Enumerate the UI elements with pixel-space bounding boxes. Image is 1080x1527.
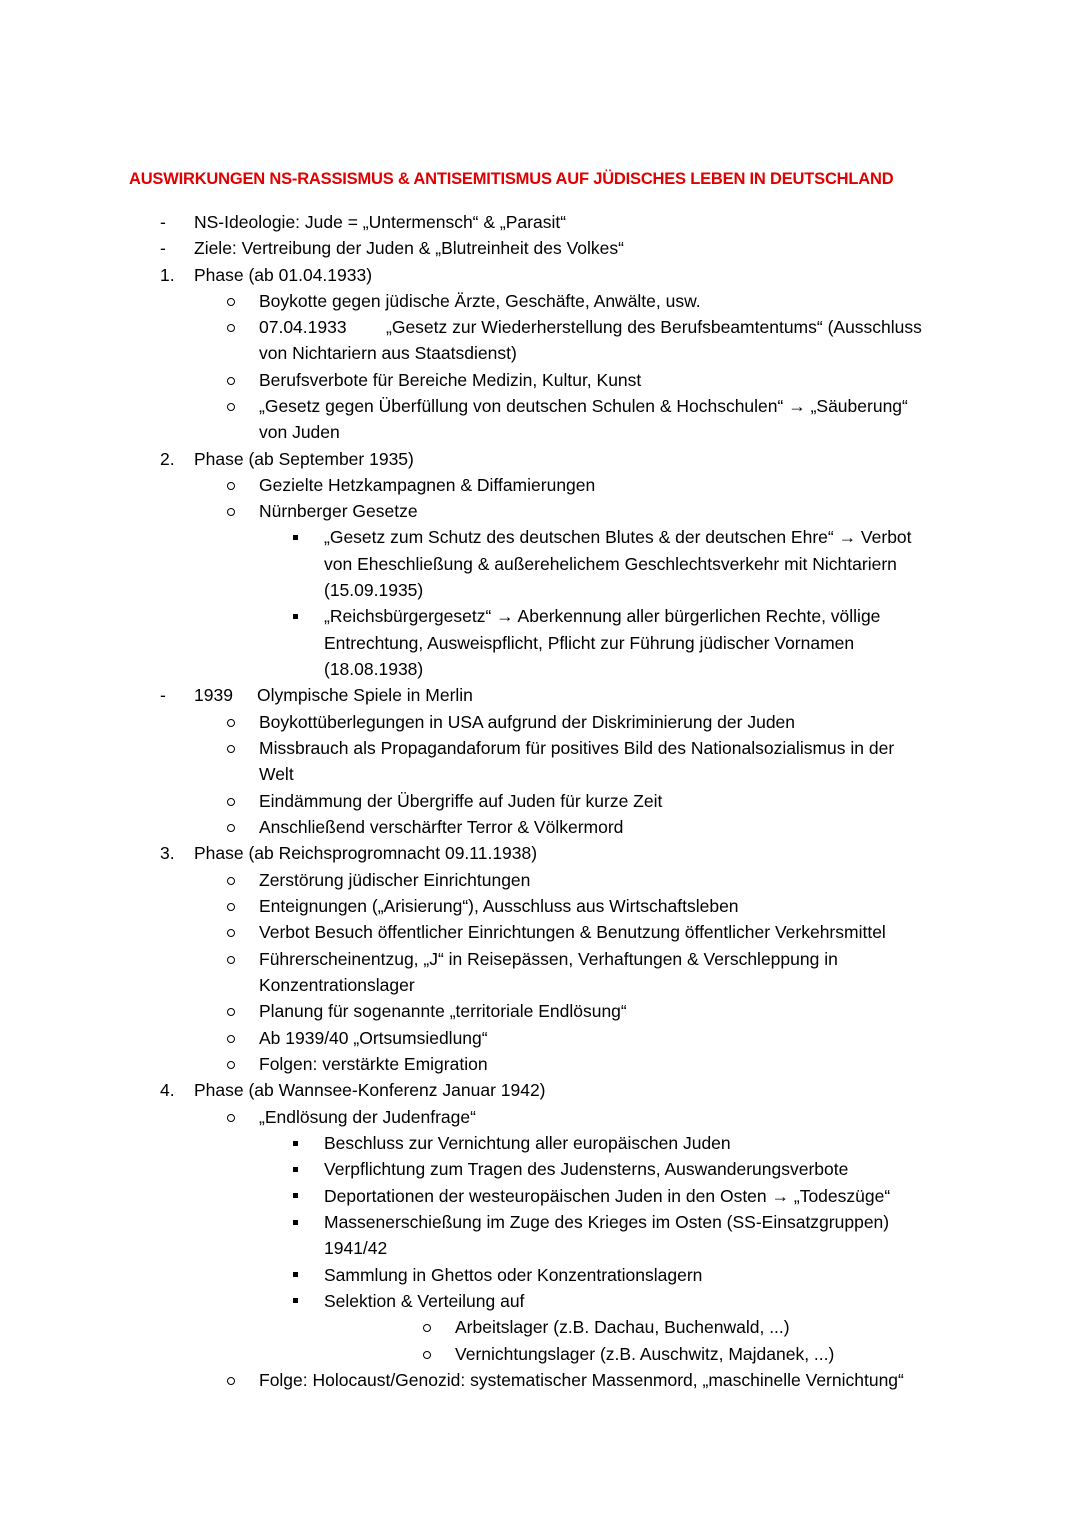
square-bullet [293, 535, 298, 540]
circle-bullet [227, 719, 235, 727]
circle-bullet [227, 508, 235, 516]
circle-bullet [227, 824, 235, 832]
list-item: „Gesetz gegen Überfüllung von deutschen Schulen & Hochschulen“ → „Säuberung“ [259, 396, 908, 416]
circle-bullet [227, 324, 235, 332]
circle-bullet [227, 1061, 235, 1069]
list-item-continuation: Entrechtung, Ausweispflicht, Pflicht zur Führung jüdischer Vornamen [324, 633, 855, 653]
phase-heading: Phase (ab September 1935) [194, 449, 414, 469]
list-number: 4. [160, 1080, 175, 1100]
list-number: 1. [160, 265, 175, 285]
list-item: Berufsverbote für Bereiche Medizin, Kultur, Kunst [259, 370, 642, 390]
list-item: Führerscheinentzug, „J“ in Reisepässen, Verhaftungen & Verschleppung in [259, 949, 838, 969]
circle-bullet [227, 377, 235, 385]
circle-bullet [227, 956, 235, 964]
dash-bullet: - [160, 238, 166, 258]
list-item: Vernichtungslager (z.B. Auschwitz, Majdanek, ...) [455, 1344, 835, 1364]
circle-bullet [227, 403, 235, 411]
list-item: Zerstörung jüdischer Einrichtungen [259, 870, 531, 890]
square-bullet [293, 1220, 298, 1225]
list-item: Deportationen der westeuropäischen Juden in den Osten → „Todeszüge“ [324, 1186, 891, 1206]
list-item: Sammlung in Ghettos oder Konzentrationslagern [324, 1265, 703, 1285]
list-number: 2. [160, 449, 175, 469]
list-item: Folge: Holocaust/Genozid: systematischer Massenmord, „maschinelle Vernichtung“ [259, 1370, 904, 1390]
list-item: „Gesetz zum Schutz des deutschen Blutes & der deutschen Ehre“ → Verbot [324, 527, 912, 547]
list-number: 3. [160, 843, 175, 863]
circle-bullet [423, 1351, 431, 1359]
circle-bullet [227, 929, 235, 937]
list-item: Ab 1939/40 „Ortsumsiedlung“ [259, 1028, 488, 1048]
list-item: Verbot Besuch öffentlicher Einrichtungen & Benutzung öffentlicher Verkehrsmittel [259, 922, 886, 942]
list-item: Folgen: verstärkte Emigration [259, 1054, 488, 1074]
list-item-continuation: 1941/42 [324, 1238, 388, 1258]
list-item: Ziele: Vertreibung der Juden & „Blutreinheit des Volkes“ [194, 238, 624, 258]
list-item-continuation: von Eheschließung & außerehelichem Geschlechtsverkehr mit Nichtariern [324, 554, 897, 574]
list-item: Anschließend verschärfter Terror & Völkermord [259, 817, 624, 837]
list-item: Olympische Spiele in Merlin [257, 685, 473, 705]
list-item: Boykotte gegen jüdische Ärzte, Geschäfte, Anwälte, usw. [259, 291, 701, 311]
list-item: NS-Ideologie: Jude = „Untermensch“ & „Parasit“ [194, 212, 567, 232]
list-item: „Gesetz zur Wiederherstellung des Berufsbeamtentums“ (Ausschluss [386, 317, 922, 337]
list-item: Gezielte Hetzkampagnen & Diffamierungen [259, 475, 596, 495]
phase-heading: Phase (ab Reichsprogromnacht 09.11.1938) [194, 843, 538, 863]
dash-bullet: - [160, 212, 166, 232]
list-item: Arbeitslager (z.B. Dachau, Buchenwald, ...) [455, 1317, 790, 1337]
list-item: „Reichsbürgergesetz“ → Aberkennung aller bürgerlichen Rechte, völlige [324, 606, 881, 626]
square-bullet [293, 1272, 298, 1277]
list-item: Enteignungen („Arisierung“), Ausschluss aus Wirtschaftsleben [259, 896, 739, 916]
circle-bullet [227, 1008, 235, 1016]
list-item-continuation: (15.09.1935) [324, 580, 424, 600]
list-item: Planung für sogenannte „territoriale Endlösung“ [259, 1001, 627, 1021]
list-item: Massenerschießung im Zuge des Krieges im Osten (SS-Einsatzgruppen) [324, 1212, 890, 1232]
list-item-continuation: Konzentrationslager [259, 975, 415, 995]
square-bullet [293, 1141, 298, 1146]
list-item: Boykottüberlegungen in USA aufgrund der Diskriminierung der Juden [259, 712, 796, 732]
dash-bullet: - [160, 685, 166, 705]
list-item-date: 07.04.1933 [259, 317, 347, 337]
list-item: Verpflichtung zum Tragen des Judensterns, Auswanderungsverbote [324, 1159, 849, 1179]
circle-bullet [227, 1377, 235, 1385]
circle-bullet [423, 1324, 431, 1332]
list-item-continuation: von Nichtariern aus Staatsdienst) [259, 343, 517, 363]
circle-bullet [227, 903, 235, 911]
square-bullet [293, 1193, 298, 1198]
circle-bullet [227, 1035, 235, 1043]
circle-bullet [227, 298, 235, 306]
square-bullet [293, 1298, 298, 1303]
square-bullet [293, 1167, 298, 1172]
circle-bullet [227, 798, 235, 806]
list-item: Nürnberger Gesetze [259, 501, 418, 521]
list-item: Beschluss zur Vernichtung aller europäischen Juden [324, 1133, 731, 1153]
list-item-continuation: Welt [259, 764, 294, 784]
circle-bullet [227, 1114, 235, 1122]
circle-bullet [227, 745, 235, 753]
list-item: Eindämmung der Übergriffe auf Juden für kurze Zeit [259, 791, 663, 811]
list-item-year: 1939 [194, 685, 233, 705]
list-item: „Endlösung der Judenfrage“ [259, 1107, 476, 1127]
phase-heading: Phase (ab Wannsee-Konferenz Januar 1942) [194, 1080, 546, 1100]
list-item: Selektion & Verteilung auf [324, 1291, 525, 1311]
list-item-continuation: von Juden [259, 422, 340, 442]
page-title: AUSWIRKUNGEN NS-RASSISMUS & ANTISEMITISMUS AUF JÜDISCHES LEBEN IN DEUTSCHLAND [129, 170, 894, 188]
square-bullet [293, 614, 298, 619]
list-item-continuation: (18.08.1938) [324, 659, 424, 679]
phase-heading: Phase (ab 01.04.1933) [194, 265, 373, 285]
list-item: Missbrauch als Propagandaforum für positives Bild des Nationalsozialismus in der [259, 738, 895, 758]
circle-bullet [227, 482, 235, 490]
circle-bullet [227, 877, 235, 885]
